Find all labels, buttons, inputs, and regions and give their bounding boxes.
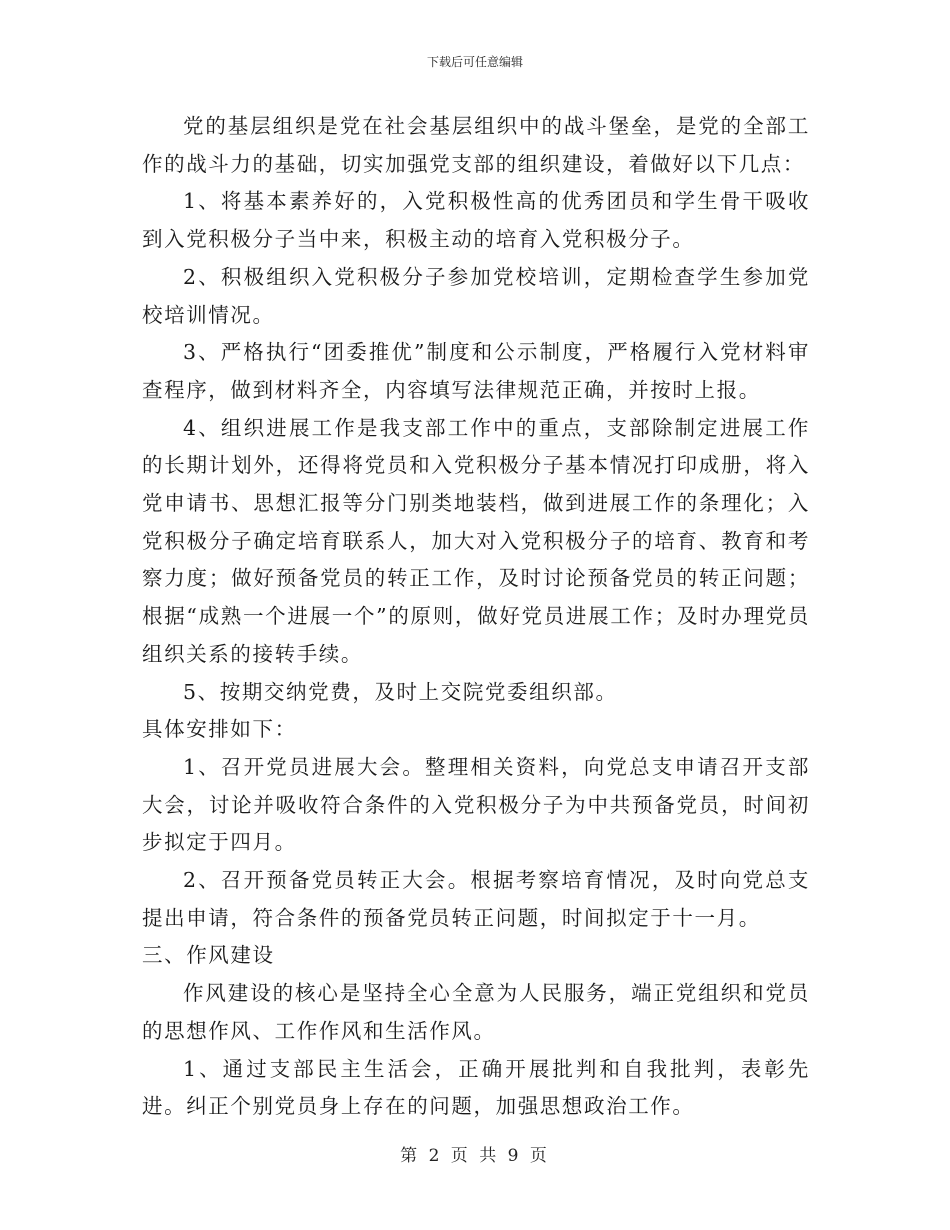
paragraph-arrangement-2: 2、召开预备党员转正大会。根据考察培育情况，及时向党总支提出申请，符合条件的预备党员转正问题，时间拟定于十一月。 bbox=[142, 868, 810, 930]
paragraph-item-3: 3、严格执行“团委推优”制度和公示制度，严格履行入党材料审查程序，做到材料齐全，内容填写法律规范正确，并按时上报。 bbox=[142, 340, 810, 402]
page-number: 第 2 页 共 9 页 bbox=[400, 1146, 550, 1166]
page-header: 下载后可任意编辑 bbox=[426, 55, 523, 69]
paragraph-item-1: 1、将基本素养好的，入党积极性高的优秀团员和学生骨干吸收到入党积极分子当中来，积极主动的培育入党积极分子。 bbox=[142, 189, 810, 252]
paragraph-item-2: 2、积极组织入党积极分子参加党校培训，定期检查学生参加党校培训情况。 bbox=[142, 264, 810, 327]
section-arrangement-heading: 具体安排如下： bbox=[142, 717, 297, 742]
document-body bbox=[142, 108, 810, 1126]
section-style-heading: 三、作风建设 bbox=[142, 943, 275, 968]
paragraph-arrangement-1: 1、召开党员进展大会。整理相关资料，向党总支申请召开支部大会，讨论并吸收符合条件的入党积极分子为中共预备党员，时间初步拟定于四月。 bbox=[142, 754, 810, 855]
paragraph-item-5: 5、按期交纳党费，及时上交院党委组织部。 bbox=[183, 679, 618, 704]
paragraph-style-1: 1、通过支部民主生活会，正确开展批判和自我批判，表彰先进。纠正个别党员身上存在的问题，加强思想政治工作。 bbox=[142, 1056, 810, 1119]
paragraph-style-intro: 作风建设的核心是坚持全心全意为人民服务，端正党组织和党员的思想作风、工作作风和生活作风。 bbox=[142, 981, 810, 1043]
paragraph-intro: 党的基层组织是党在社会基层组织中的战斗堡垒，是党的全部工作的战斗力的基础，切实加强党支部的组织建设，着做好以下几点： bbox=[142, 114, 810, 176]
paragraph-item-4: 4、组织进展工作是我支部工作中的重点，支部除制定进展工作的长期计划外，还得将党员和入党积极分子基本情况打印成册，将入党申请书、思想汇报等分门别类地装档，做到进展工作的条理化；入党积极分子确定培育联系人，加大对入党积极分子的培育、教育和考察力度；做好预备党员的转正工作，及时讨论预备党员的转正问题；根据“成熟一个进展一个”的原则，做好党员进展工作；及时办理党员组织关系的接转手续。 bbox=[142, 415, 810, 666]
